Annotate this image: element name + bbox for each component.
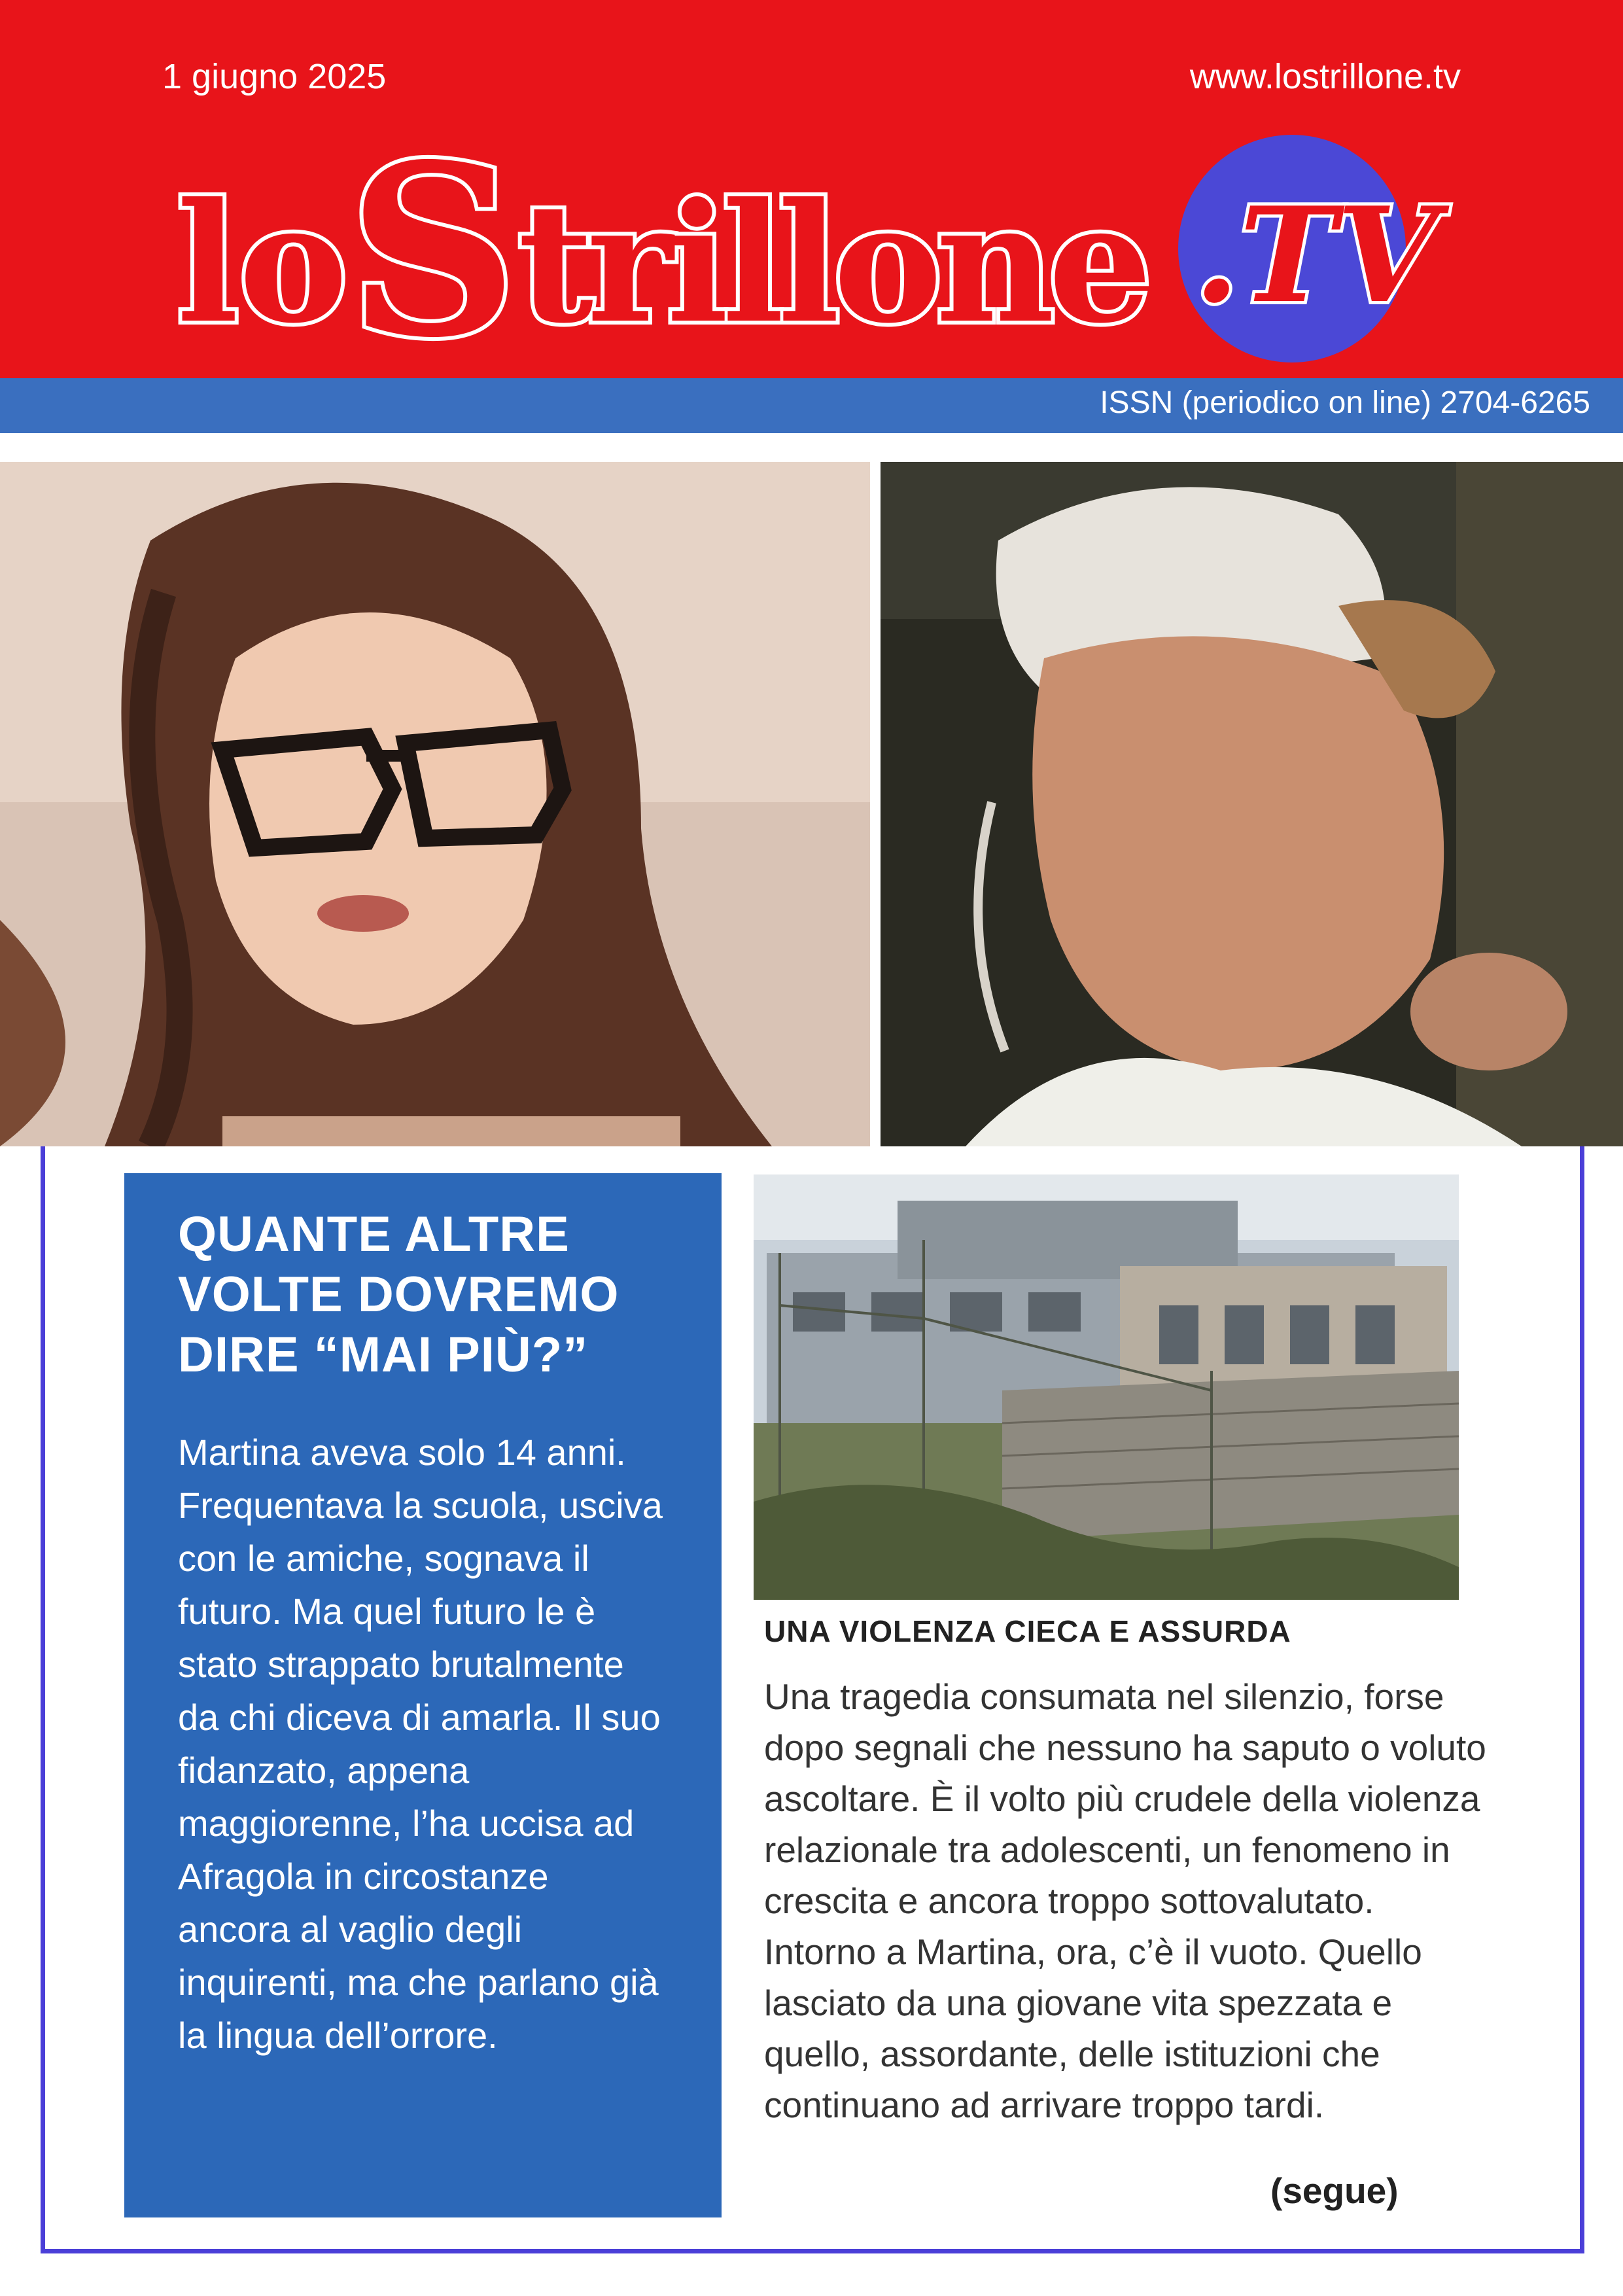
subheading: UNA VIOLENZA CIECA E ASSURDA — [764, 1614, 1291, 1648]
issn-number: ISSN (periodico on line) 2704-6265 — [1100, 385, 1590, 420]
logo-s: S — [347, 113, 518, 389]
continued-label[interactable]: (segue) — [1270, 2170, 1399, 2211]
photo-victim — [0, 462, 870, 1146]
headline: QUANTE ALTRE VOLTE DOVREMO DIRE “MAI PIÙ?” — [178, 1207, 620, 1383]
svg-text:loStrillone — [177, 113, 1145, 389]
lead-paragraph: Martina aveva solo 14 anni. Frequentava la scuola, usciva con le amiche, sognava il futuro. Ma quel futuro le è stato strappato brutalmente da chi diceva di amarla. Il suo fidanzato, appena maggiorenne, l’ha uccisa ad Afragola in circostanze ancora al vaglio degli inquirenti, ma che parlano già la lingua dell’orrore. — [178, 1432, 663, 2056]
logo-lo: lo — [177, 167, 348, 359]
masthead-logo[interactable] — [177, 105, 1485, 419]
photo-suspect — [881, 462, 1623, 1146]
issue-date: 1 giugno 2025 — [162, 57, 387, 96]
website-link[interactable]: www.lostrillone.tv — [1189, 57, 1461, 96]
body-paragraph: Una tragedia consumata nel silenzio, forse dopo segnali che nessuno ha saputo o voluto ascoltare. È il volto più crudele della violenza relazionale tra adolescenti, un fenomeno in crescita e ancora troppo sottovalutato. Intorno a Martina, ora, c’è il vuoto. Quello lasciato da una giovane vita spezzata e quello, assordante, delle istituzioni che continuano ad arrivare troppo tardi. — [764, 1676, 1486, 2125]
logo-tv: .TV — [1194, 179, 1439, 332]
lead-box — [124, 1173, 722, 2217]
photo-crime-scene — [754, 1174, 1459, 1600]
logo-trillone: trillone — [517, 167, 1146, 359]
